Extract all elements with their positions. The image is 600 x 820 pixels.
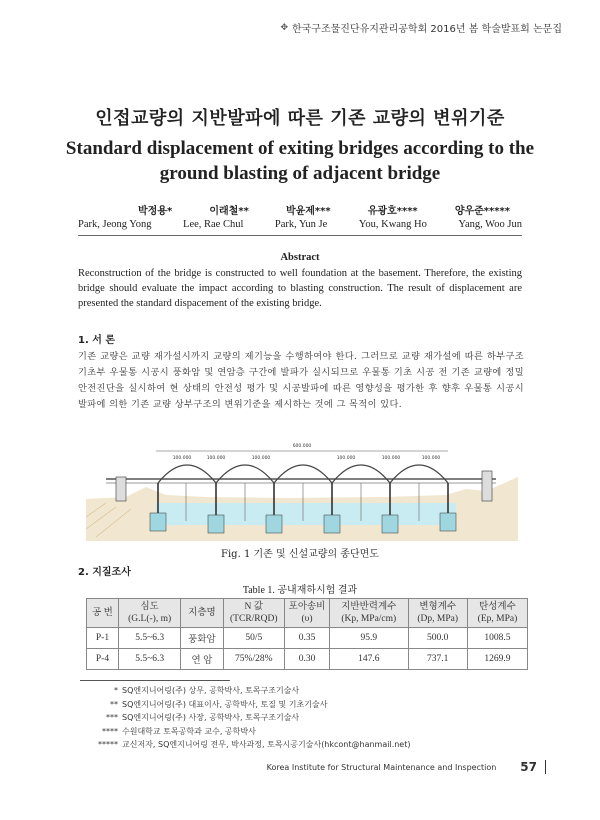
author-en: You, Kwang Ho	[358, 219, 427, 230]
title-english-line2: ground blasting of adjacent bridge	[159, 163, 441, 184]
table-cell: 75%/28%	[223, 649, 284, 670]
author-ko: 박정용*	[138, 206, 173, 217]
col-header: 공 번	[87, 599, 119, 628]
table-cell: 0.30	[285, 649, 330, 670]
table-row	[87, 649, 528, 670]
section-1-body: 기존 교량은 교량 재가설시까지 교량의 제기능을 수행하여야 한다. 그러므로 교량 재가설에 따른 하부구조 기초부 우물통 시공시 풍화암 및 연암층 구간에 발파가 실시되므로 우물통 기초 시공 전 기존 교량에 정밀안전진단을 실시하여 현 상태의 안전성 평가 및 시공발파에 따른 영향성을 평가한 후 향후 우물통 시공시 발파에 의한 기존 교량 상부구조의 변위기준을 제시하는 것에 그 목적이 있다.	[78, 351, 524, 410]
table-cell: 147.6	[330, 649, 409, 670]
dim-label: 100.000	[421, 456, 441, 461]
table-cell: 1008.5	[467, 628, 527, 649]
section-2-heading: 2. 지질조사	[78, 567, 131, 578]
table-cell: 50/5	[223, 628, 284, 649]
footer-bar	[545, 760, 546, 774]
abstract-title: Abstract	[280, 252, 320, 263]
col-header: N 값 (TCR/RQD)	[223, 599, 284, 628]
table-cell: 연 암	[181, 649, 223, 670]
author-ko: 박윤제***	[285, 206, 331, 217]
authors-korean	[78, 202, 522, 217]
author-en: Park, Jeong Yong	[78, 219, 152, 230]
table-row	[87, 628, 528, 649]
abstract-body: Reconstruction of the bridge is constructed to well foundation at the basement. Therefore, the existing bridge should evaluate the impact according to blasting construction. The result of displacement are presented the standard dispacement of the existing bridge.	[78, 268, 522, 309]
author-ko: 이래철**	[209, 206, 249, 217]
table-cell: P-4	[87, 649, 119, 670]
footnote: ***** 교신저자, SQ엔지니어링 전무, 박사과정, 토목시공기술사(hkcont@hanmail.net)	[98, 740, 411, 749]
journal-title: 한국구조물진단유지관리공학회 2016년 봄 학술발표회 논문집	[291, 24, 562, 35]
table-cell: 500.0	[408, 628, 467, 649]
author-en: Lee, Rae Chul	[183, 219, 244, 230]
author-block	[78, 202, 522, 236]
col-header: 탄성계수 (Ep, MPa)	[467, 599, 527, 628]
dim-label: 100.000	[206, 456, 226, 461]
footnote-divider	[80, 680, 230, 681]
title-english-line1: Standard displacement of exiting bridges according to the	[65, 138, 535, 159]
dim-label: 100.000	[172, 456, 192, 461]
dim-label: 100.000	[381, 456, 401, 461]
table-cell: P-1	[87, 628, 119, 649]
table-cell: 95.9	[330, 628, 409, 649]
dim-label: 100.000	[251, 456, 271, 461]
table-caption: Table 1. 공내재하시험 결과	[242, 585, 358, 596]
figure-caption: Fig. 1 기존 및 신설교량의 종단면도	[221, 549, 379, 560]
table-cell: 1269.9	[467, 649, 527, 670]
footnote: **** 수원대학교 토목공학과 교수, 공학박사	[102, 726, 256, 736]
author-ko: 유광호****	[367, 206, 418, 217]
section-1-heading: 1. 서 론	[78, 335, 116, 346]
table-cell: 5.5~6.3	[118, 649, 180, 670]
footnote: *** SQ엔지니어링(주) 사장, 공학박사, 토목구조기술사	[106, 713, 300, 722]
author-divider	[78, 235, 522, 236]
title-english	[40, 136, 560, 186]
diamond-icon: ✥	[280, 22, 288, 33]
footnote: ** SQ엔지니어링(주) 대표이사, 공학박사, 토질 및 기초기술사	[110, 699, 328, 709]
page-footer	[267, 760, 546, 774]
col-header: 심도 (G.L(-), m)	[118, 599, 180, 628]
author-en: Park, Yun Je	[274, 219, 328, 230]
page-number: 57	[520, 760, 537, 774]
dim-label: 600.000	[292, 444, 312, 449]
author-en: Yang, Woo Jun	[458, 219, 522, 230]
footer-org: Korea Institute for Structural Maintenance and Inspection	[266, 762, 497, 772]
table-cell: 0.35	[285, 628, 330, 649]
authors-english	[78, 219, 522, 230]
col-header: 변형계수 (Dp, MPa)	[408, 599, 467, 628]
dim-label: 100.000	[336, 456, 356, 461]
footnote: * SQ엔지니어링(주) 상무, 공학박사, 토목구조기술사	[114, 686, 300, 695]
pressuremeter-table	[86, 598, 528, 670]
table-cell: 737.1	[408, 649, 467, 670]
journal-header	[280, 20, 562, 35]
col-header: 포아송비 (υ)	[285, 599, 330, 628]
col-header: 지반반력계수 (Kp, MPa/cm)	[330, 599, 409, 628]
bridge-elevation-figure	[86, 437, 518, 541]
col-header: 지층명	[181, 599, 223, 628]
table-header-row	[87, 599, 528, 628]
author-ko: 양우준*****	[454, 206, 510, 217]
table-cell: 5.5~6.3	[118, 628, 180, 649]
table-cell: 풍화암	[181, 628, 223, 649]
title-korean: 인접교량의 지반발파에 따른 기존 교량의 변위기준	[95, 108, 505, 129]
footnotes	[88, 684, 508, 752]
